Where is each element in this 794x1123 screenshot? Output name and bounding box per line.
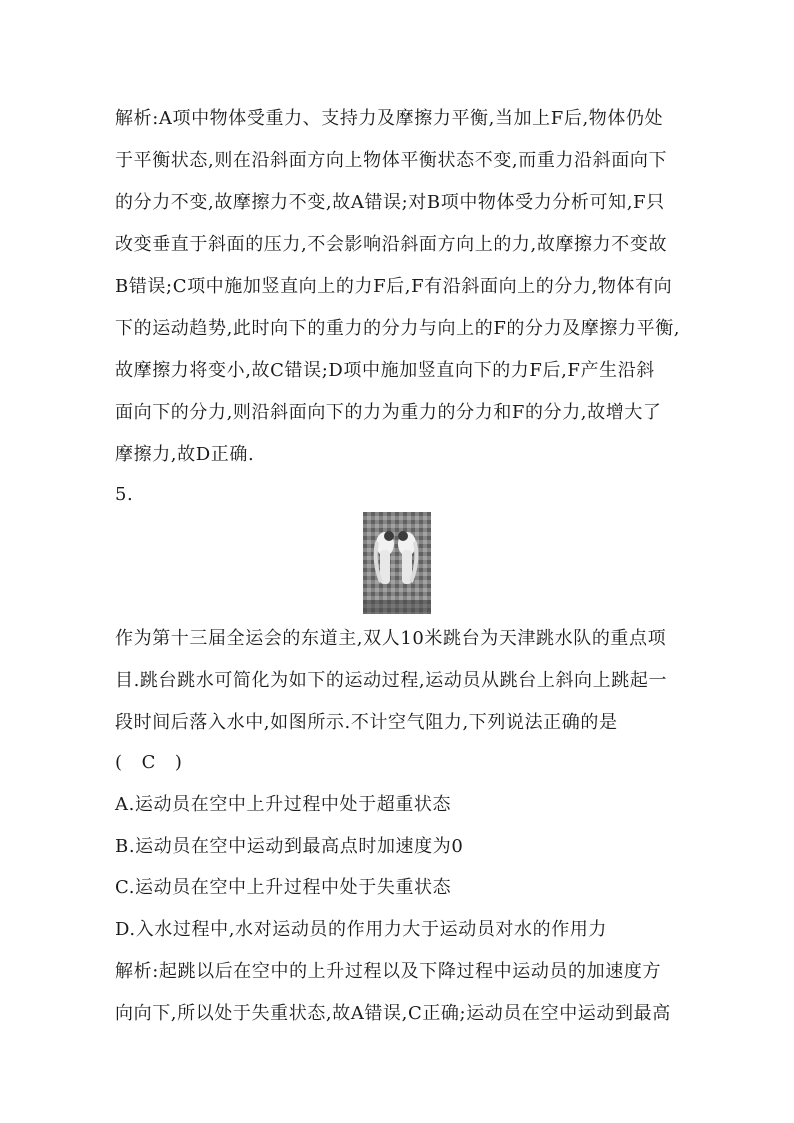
analysis-prev-line-5: B错误;C项中施加竖直向上的力F后,F有沿斜面向上的分力,物体有向: [115, 276, 673, 297]
question-stem-line-1: 作为第十三届全运会的东道主,双人10米跳台为天津跳水队的重点项: [115, 628, 667, 649]
analysis-line-1: 解析:起跳以后在空中的上升过程以及下降过程中运动员的加速度方: [115, 961, 662, 982]
option-c: C.运动员在空中上升过程中处于失重状态: [115, 877, 452, 898]
question-number: 5.: [115, 484, 134, 505]
analysis-prev-line-6: 下的运动趋势,此时向下的重力的分力与向上的F的分力及摩擦力平衡,: [115, 318, 681, 339]
diving-photo-icon: [363, 512, 431, 614]
analysis-prev-line-8: 面向下的分力,则沿斜面向下的力为重力的分力和F的分力,故增大了: [115, 402, 662, 423]
analysis-line-2: 向向下,所以处于失重状态,故A错误,C正确;运动员在空中运动到最高: [115, 1003, 671, 1024]
question-answer-bracket: ( C ): [115, 752, 183, 773]
analysis-prev-line-7: 故摩擦力将变小,故C错误;D项中施加竖直向下的力F后,F产生沿斜: [115, 360, 655, 381]
option-b: B.运动员在空中运动到最高点时加速度为0: [115, 836, 464, 857]
analysis-prev-line-9: 摩擦力,故D正确.: [115, 444, 255, 465]
option-d: D.入水过程中,水对运动员的作用力大于运动员对水的作用力: [115, 919, 608, 940]
question-stem-line-2: 目.跳台跳水可简化为如下的运动过程,运动员从跳台上斜向上跳起一: [115, 670, 668, 691]
analysis-prev-line-2: 于平衡状态,则在沿斜面方向上物体平衡状态不变,而重力沿斜面向下: [115, 150, 668, 171]
analysis-prev-line-1: 解析:A项中物体受重力、支持力及摩擦力平衡,当加上F后,物体仍处: [115, 108, 664, 129]
analysis-prev-line-4: 改变垂直于斜面的压力,不会影响沿斜面方向上的力,故摩擦力不变故: [115, 234, 668, 255]
analysis-prev-line-3: 的分力不变,故摩擦力不变,故A错误;对B项中物体受力分析可知,F只: [115, 192, 665, 213]
option-a: A.运动员在空中上升过程中处于超重状态: [115, 794, 452, 815]
question-stem-line-3: 段时间后落入水中,如图所示.不计空气阻力,下列说法正确的是: [115, 712, 618, 733]
